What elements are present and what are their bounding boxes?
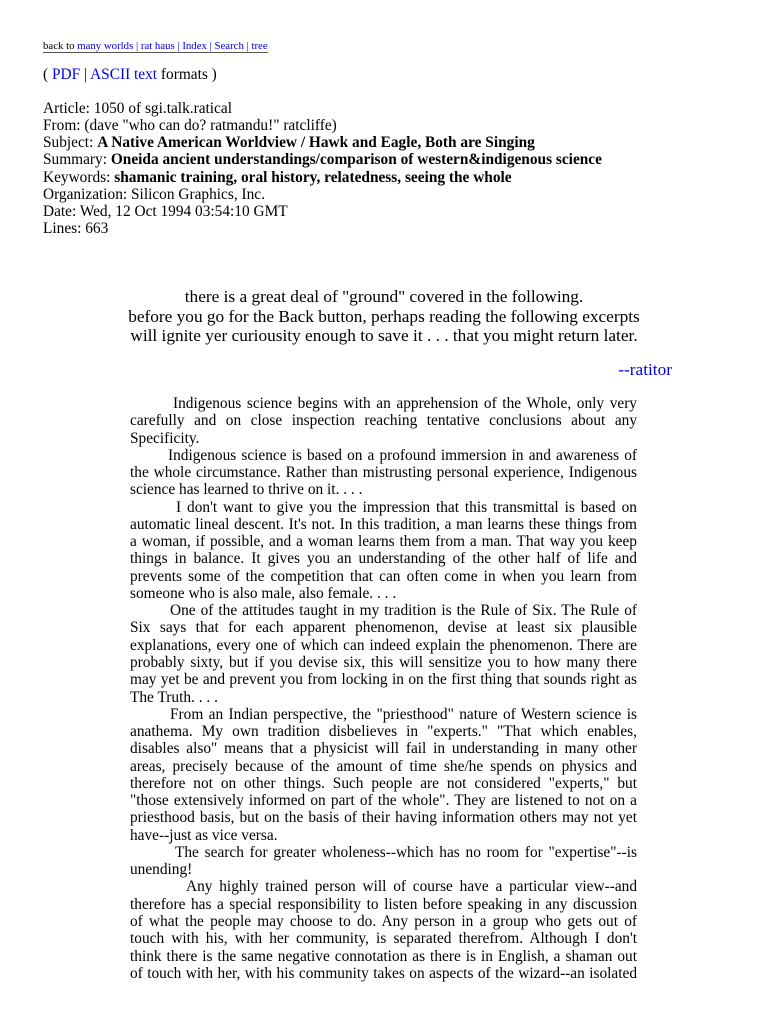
- body-text-line: anathema. My own tradition disbelieves in "experts." "That which enables,: [130, 723, 637, 741]
- formats-suffix: formats ): [160, 66, 217, 83]
- body-text-line: explanations, every one of which can indeed explain the phenomenon. There are: [130, 636, 637, 654]
- body-text-line: of touch with her, with his community takes on aspects of the wizard--an isolated: [130, 964, 637, 982]
- header-from: [43, 117, 602, 134]
- nav-separator: |: [209, 40, 212, 52]
- nav-separator: |: [135, 40, 139, 52]
- header-label: Date:: [43, 202, 77, 220]
- format-link-pdf[interactable]: PDF: [51, 66, 81, 83]
- body-text-line: priesthood basis, but on the basis of their having information others may not yet: [130, 809, 637, 827]
- body-text-line: touch with his, with her community, is separated therefrom. Although I don't: [130, 930, 637, 948]
- body-text-line: Indigenous science is based on a profound immersion in and awareness of: [168, 446, 637, 464]
- intro-note: [0, 287, 768, 346]
- header-summary: [43, 151, 602, 168]
- header-value: Oneida ancient understandings/comparison of western&indigenous science: [110, 151, 602, 169]
- nav-prefix: back to: [43, 40, 75, 52]
- nav-link-many-worlds[interactable]: many worlds: [77, 40, 134, 52]
- body-text-line: a woman, if possible, and a woman learns them from a man. That way you keep: [130, 533, 637, 551]
- body-text-line: Six says that for each apparent phenomenon, devise at least six plausible: [130, 619, 637, 637]
- header-keywords: [43, 169, 602, 186]
- body-text-line: Specificity.: [130, 429, 200, 447]
- header-label: Organization:: [43, 185, 128, 203]
- body-text-line: probably sixty, but if you devise six, this will sensitize you to how many there: [130, 653, 637, 671]
- header-value: (dave "who can do? ratmandu!" ratcliffe): [84, 117, 337, 135]
- nav-link-rat-haus[interactable]: rat haus: [140, 40, 175, 52]
- intro-line: will ignite yer curiousity enough to save it . . . that you might return later.: [130, 326, 638, 345]
- nav-separator: |: [246, 40, 249, 52]
- header-label: Article:: [43, 100, 90, 117]
- header-label: Lines:: [43, 220, 82, 238]
- body-text-line: One of the attitudes taught in my tradition is the Rule of Six. The Rule of: [170, 602, 637, 620]
- format-link-ascii-text[interactable]: ASCII text: [90, 66, 158, 83]
- body-text-line: therefore not on other things. Such people are not considered "experts," but: [130, 774, 637, 792]
- body-text-line: someone who is also male, also female. . . .: [130, 584, 397, 602]
- body-text-line: science has learned to thrive on it. . . .: [130, 481, 363, 499]
- header-value: 663: [85, 220, 109, 238]
- body-text-line: think there is the same negative connotation as there is in English, a shaman out: [130, 947, 637, 965]
- header-value: A Native American Worldview / Hawk and Eagle, Both are Singing: [97, 134, 535, 152]
- article-header: [43, 100, 602, 237]
- body-text-line: prevents some of the competition that can often come in when you learn from: [130, 567, 637, 585]
- paragraph-3: [130, 499, 637, 603]
- body-text-line: automatic lineal descent. It's not. In this tradition, a man learns these things from: [130, 515, 637, 533]
- body-text-line: unending!: [130, 861, 193, 879]
- body-text-line: areas, precisely because of the amount of time she/he spends on physics and: [130, 757, 637, 775]
- nav-link-tree[interactable]: tree: [251, 40, 268, 52]
- formats-line: [43, 66, 217, 83]
- nav-link-search[interactable]: Search: [214, 40, 244, 52]
- header-date: [43, 203, 602, 220]
- body-text-line: things in balance. It gives you an understanding of the other half of life and: [130, 550, 637, 568]
- header-value: shamanic training, oral history, relatedness, seeing the whole: [114, 168, 512, 186]
- body-text-line: I don't want to give you the impression that this transmittal is based on: [176, 498, 637, 516]
- header-value: Wed, 12 Oct 1994 03:54:10 GMT: [79, 202, 288, 220]
- header-label: Summary:: [43, 151, 107, 169]
- body-text-line: disables also" means that a physicist will fail in understanding in many other: [130, 740, 637, 758]
- body-text-line: carefully and on close inspection reaching tentative conclusions about any: [130, 412, 637, 430]
- paragraph-6: [130, 844, 637, 879]
- body-text-line: therefore has a special responsibility to listen before speaking in any discussion: [130, 895, 637, 913]
- body-text-line: The Truth. . . .: [130, 688, 218, 706]
- paragraph-1: [130, 395, 637, 447]
- header-organization: [43, 186, 602, 203]
- body-text-line: Any highly trained person will of course have a particular view--and: [186, 878, 637, 896]
- body-text-line: the whole circumstance. Rather than mistrusting personal experience, Indigenous: [130, 464, 637, 482]
- nav-link-index[interactable]: Index: [182, 40, 207, 52]
- header-value: 1050 of sgi.talk.ratical: [93, 100, 232, 117]
- body-text-line: have--just as vice versa.: [130, 826, 278, 844]
- formats-open-paren: (: [43, 66, 49, 83]
- body-text-line: of what the people may choose to do. Any person in a group who gets out of: [130, 912, 637, 930]
- header-subject: [43, 134, 602, 151]
- body-text-line: The search for greater wholeness--which has no room for "expertise"--is: [175, 843, 637, 861]
- header-label: From:: [43, 117, 81, 135]
- header-value: Silicon Graphics, Inc.: [131, 185, 265, 203]
- article-body: [130, 395, 637, 982]
- body-text-line: "those extensively informed on part of the whole". They are listened to not on a: [130, 792, 637, 810]
- body-text-line: From an Indian perspective, the "priesthood" nature of Western science is: [170, 705, 637, 723]
- paragraph-5: [130, 706, 637, 844]
- paragraph-4: [130, 602, 637, 706]
- signature-link[interactable]: --ratitor: [618, 360, 672, 379]
- paragraph-2: [130, 447, 637, 499]
- body-text-line: Indigenous science begins with an apprehension of the Whole, only very: [173, 395, 637, 412]
- header-label: Subject:: [43, 134, 94, 152]
- header-lines: [43, 220, 602, 237]
- paragraph-7: [130, 878, 637, 982]
- nav-separator: |: [177, 40, 180, 52]
- intro-line: there is a great deal of "ground" covered in the following.: [184, 287, 584, 306]
- top-navigation: [43, 40, 268, 53]
- intro-line: before you go for the Back button, perhaps reading the following excerpts: [128, 306, 640, 326]
- formats-separator: |: [84, 66, 88, 83]
- header-article: [43, 100, 602, 117]
- body-text-line: may yet be and prevent you from locking in on the first thing that sounds right as: [130, 671, 637, 689]
- header-label: Keywords:: [43, 168, 111, 186]
